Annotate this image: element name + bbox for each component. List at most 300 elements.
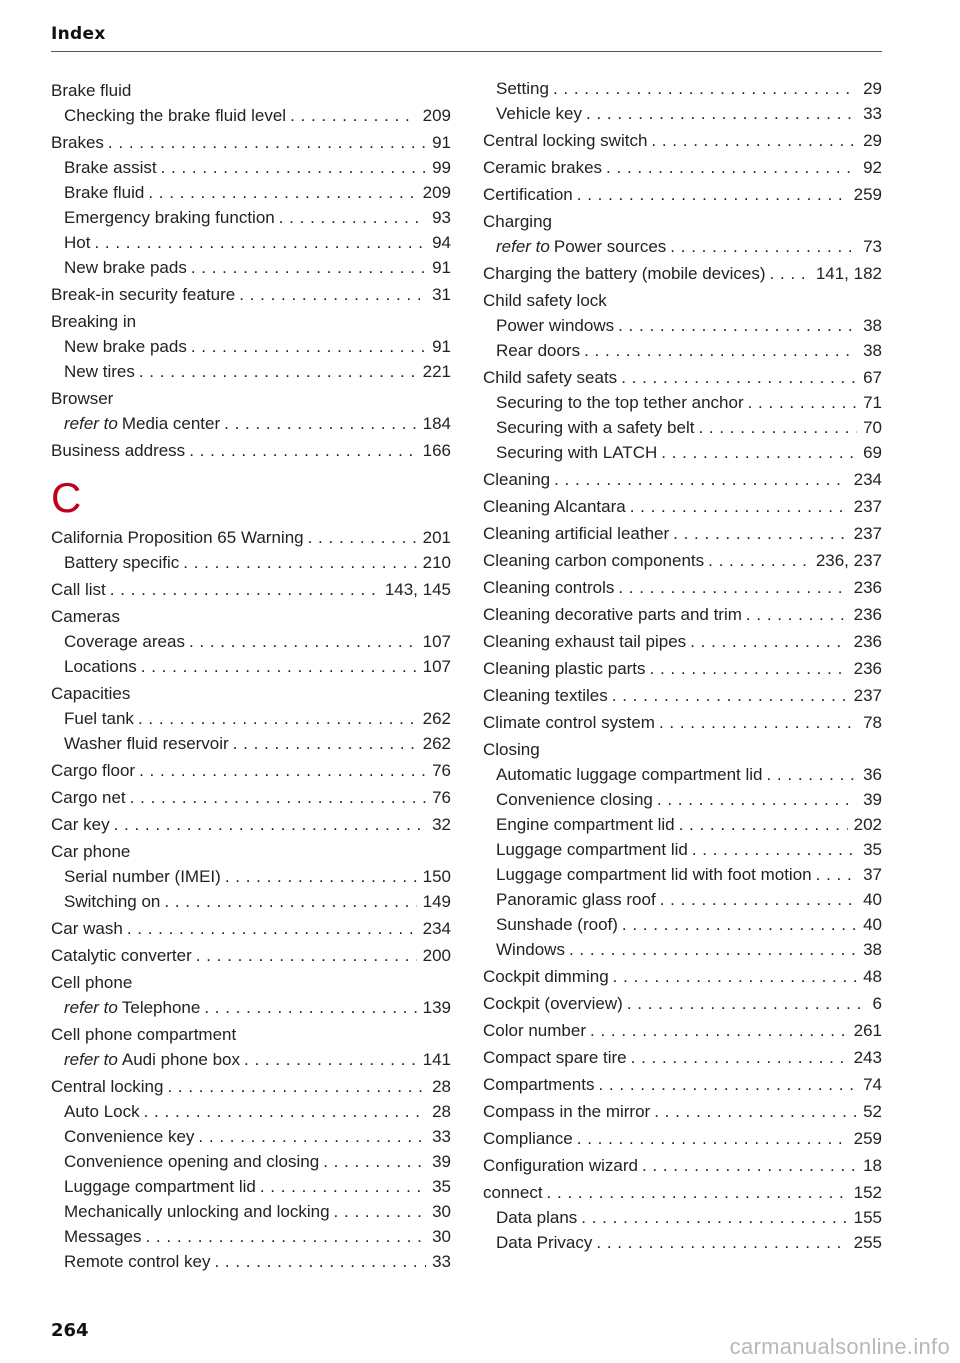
index-entry — [483, 365, 882, 390]
entry-text: Setting — [496, 79, 549, 98]
dot-leader — [183, 550, 416, 575]
dot-leader — [161, 155, 426, 180]
page-reference: 200 — [422, 946, 451, 965]
entry-label — [483, 494, 626, 519]
page-reference: 141 — [422, 1050, 451, 1069]
entry-label — [483, 1180, 543, 1205]
cross-reference: refer to — [64, 998, 118, 1017]
page-reference: 255 — [853, 1233, 882, 1252]
dot-leader — [204, 995, 416, 1020]
index-entry — [51, 1074, 451, 1099]
page-reference: 6 — [872, 994, 882, 1013]
entry-label — [64, 1199, 330, 1224]
dot-leader — [660, 887, 857, 912]
entry-text: New brake pads — [64, 337, 187, 356]
index-entry — [51, 525, 451, 550]
entry-text: Compact spare tire — [483, 1048, 627, 1067]
index-subentry — [51, 1099, 451, 1124]
index-entry — [483, 656, 882, 681]
index-entry — [51, 839, 451, 864]
index-entry — [483, 467, 882, 492]
index-subentry — [51, 731, 451, 756]
entry-label — [64, 180, 144, 205]
dot-leader — [233, 731, 417, 756]
entry-label — [51, 943, 192, 968]
entry-label — [483, 1045, 627, 1070]
index-subentry — [51, 180, 451, 205]
page-reference: 32 — [432, 815, 451, 834]
dot-leader — [650, 656, 848, 681]
entry-text: Telephone — [121, 998, 201, 1017]
index-subentry — [483, 912, 882, 937]
entry-label — [64, 155, 157, 180]
index-entry — [483, 494, 882, 519]
entry-text: Child safety seats — [483, 368, 618, 387]
entry-label — [496, 887, 656, 912]
entry-text: Washer fluid reservoir — [64, 734, 229, 753]
page-reference: 91 — [432, 133, 451, 152]
entry-text: Cleaning exhaust tail pipes — [483, 632, 687, 651]
index-subentry — [483, 787, 882, 812]
page-reference: 237 — [853, 686, 882, 705]
dot-leader — [323, 1149, 426, 1174]
index-subentry — [483, 390, 882, 415]
entry-text: Cell phone compartment — [51, 1025, 237, 1044]
entry-text: Color number — [483, 1021, 586, 1040]
index-subentry — [483, 101, 882, 126]
entry-label — [64, 629, 185, 654]
entry-label — [483, 964, 609, 989]
entry-label — [64, 1224, 141, 1249]
entry-text: Car phone — [51, 842, 131, 861]
entry-label — [51, 758, 135, 783]
index-entry — [483, 602, 882, 627]
entry-text: Emergency braking function — [64, 208, 275, 227]
dot-leader — [748, 390, 857, 415]
page-reference: 40 — [863, 915, 882, 934]
index-subentry — [51, 1174, 451, 1199]
dot-leader — [618, 313, 857, 338]
entry-label — [51, 681, 130, 706]
index-entry — [51, 943, 451, 968]
entry-text: Remote control key — [64, 1252, 211, 1271]
index-subentry — [51, 706, 451, 731]
page-reference: 36 — [863, 765, 882, 784]
page-reference: 202 — [853, 815, 882, 834]
page-reference: 259 — [853, 1129, 882, 1148]
entry-label — [483, 656, 646, 681]
page-reference: 237 — [853, 524, 882, 543]
dot-leader — [553, 76, 857, 101]
page-reference: 243 — [853, 1048, 882, 1067]
entry-label — [483, 602, 742, 627]
dot-leader — [606, 155, 857, 180]
entry-text: Panoramic glass roof — [496, 890, 656, 909]
entry-text: Cleaning artificial leather — [483, 524, 670, 543]
page-number: 264 — [51, 1320, 89, 1341]
entry-label — [496, 76, 549, 101]
entry-label — [51, 282, 235, 307]
index-entry — [483, 629, 882, 654]
entry-text: Child safety lock — [483, 291, 607, 310]
entry-label — [64, 411, 220, 436]
page-reference: 30 — [432, 1202, 451, 1221]
entry-label — [483, 209, 552, 234]
entry-text: Hot — [64, 233, 91, 252]
entry-label — [483, 575, 614, 600]
entry-text: Cargo floor — [51, 761, 136, 780]
index-entry — [483, 737, 882, 762]
index-subentry — [483, 812, 882, 837]
entry-text: Automatic luggage compartment lid — [496, 765, 763, 784]
entry-text: Call list — [51, 580, 106, 599]
dot-leader — [191, 334, 426, 359]
entry-text: Sunshade (roof) — [496, 915, 618, 934]
entry-label — [64, 550, 179, 575]
dot-leader — [661, 440, 857, 465]
dot-leader — [110, 577, 379, 602]
entry-text: Switching on — [64, 892, 161, 911]
dot-leader — [581, 1205, 847, 1230]
entry-text: California Proposition 65 Warning — [51, 528, 304, 547]
entry-label — [51, 785, 126, 810]
entry-label — [496, 862, 812, 887]
dot-leader — [690, 629, 847, 654]
entry-label — [51, 577, 106, 602]
entry-text: Central locking switch — [483, 131, 648, 150]
entry-label — [51, 525, 304, 550]
index-entry — [483, 964, 882, 989]
dot-leader — [189, 438, 416, 463]
dot-leader — [642, 1153, 857, 1178]
page-reference: 236, 237 — [815, 551, 882, 570]
entry-text: Media center — [121, 414, 221, 433]
dot-leader — [692, 837, 857, 862]
entry-text: Climate control system — [483, 713, 655, 732]
entry-text: Cleaning Alcantara — [483, 497, 626, 516]
page-reference: 236 — [853, 659, 882, 678]
page-reference: 94 — [432, 233, 451, 252]
dot-leader — [260, 1174, 426, 1199]
index-entry — [51, 282, 451, 307]
page-reference: 236 — [853, 578, 882, 597]
index-entry — [483, 548, 882, 573]
index-entry — [483, 521, 882, 546]
entry-text: Cleaning textiles — [483, 686, 608, 705]
entry-label — [64, 1124, 194, 1149]
index-subentry — [51, 550, 451, 575]
entry-text: Convenience key — [64, 1127, 195, 1146]
entry-text: Cleaning carbon components — [483, 551, 705, 570]
index-subentry — [483, 762, 882, 787]
entry-label — [64, 1149, 319, 1174]
dot-leader — [138, 706, 417, 731]
dot-leader — [679, 812, 848, 837]
entry-text: Car wash — [51, 919, 123, 938]
page-reference: 39 — [863, 790, 882, 809]
dot-leader — [108, 130, 426, 155]
index-subentry — [483, 887, 882, 912]
entry-label — [64, 1047, 240, 1072]
entry-text: Compliance — [483, 1129, 573, 1148]
watermark: carmanualsonline.info — [729, 1334, 950, 1359]
page-reference: 149 — [422, 892, 451, 911]
page-reference: 93 — [432, 208, 451, 227]
page-reference: 76 — [432, 761, 451, 780]
entry-label — [51, 78, 131, 103]
entry-text: Convenience closing — [496, 790, 653, 809]
dot-leader — [630, 494, 848, 519]
entry-text: Engine compartment lid — [496, 815, 675, 834]
dot-leader — [279, 205, 426, 230]
entry-text: Windows — [496, 940, 565, 959]
page-reference: 76 — [432, 788, 451, 807]
dot-leader — [139, 359, 417, 384]
index-subentry — [51, 103, 451, 128]
page-reference: 29 — [863, 131, 882, 150]
cross-reference: refer to — [64, 414, 118, 433]
entry-label — [483, 710, 655, 735]
page-reference: 38 — [863, 316, 882, 335]
entry-label — [496, 937, 565, 962]
index-column-left — [51, 76, 451, 1274]
dot-leader — [225, 864, 417, 889]
entry-text: Luggage compartment lid — [496, 840, 688, 859]
dot-leader — [627, 991, 867, 1016]
entry-text: Power windows — [496, 316, 615, 335]
entry-text: connect — [483, 1183, 543, 1202]
page-reference: 210 — [422, 553, 451, 572]
dot-leader — [621, 365, 857, 390]
page-reference: 28 — [432, 1077, 451, 1096]
dot-leader — [596, 1230, 847, 1255]
dot-leader — [334, 1199, 427, 1224]
entry-label — [496, 313, 614, 338]
entry-text: Business address — [51, 441, 186, 460]
entry-text: Compass in the mirror — [483, 1102, 651, 1121]
page-reference: 33 — [432, 1127, 451, 1146]
entry-label — [51, 438, 185, 463]
entry-label — [51, 309, 136, 334]
index-subentry — [51, 230, 451, 255]
entry-label — [483, 1018, 586, 1043]
dot-leader — [708, 548, 810, 573]
entry-text: New tires — [64, 362, 135, 381]
page-reference: 70 — [863, 418, 882, 437]
dot-leader — [141, 654, 417, 679]
entry-text: Compartments — [483, 1075, 595, 1094]
entry-text: Cargo net — [51, 788, 126, 807]
dot-leader — [191, 255, 426, 280]
entry-label — [51, 1074, 163, 1099]
dot-leader — [127, 916, 417, 941]
page-reference: 38 — [863, 341, 882, 360]
entry-label — [64, 205, 275, 230]
index-entry — [51, 604, 451, 629]
entry-text: Messages — [64, 1227, 142, 1246]
page-reference: 71 — [863, 393, 882, 412]
page-reference: 209 — [422, 106, 451, 125]
index-entry — [51, 812, 451, 837]
page-reference: 107 — [422, 632, 451, 651]
page-reference: 30 — [432, 1227, 451, 1246]
index-entry — [483, 991, 882, 1016]
page-reference: 262 — [422, 734, 451, 753]
index-entry — [483, 209, 882, 234]
entry-text: Convenience opening and closing — [64, 1152, 320, 1171]
index-subentry — [51, 1249, 451, 1274]
entry-label — [496, 762, 762, 787]
entry-label — [51, 839, 130, 864]
index-entry — [483, 128, 882, 153]
entry-text: Capacities — [51, 684, 131, 703]
entry-label — [496, 1205, 577, 1230]
index-subentry — [51, 1149, 451, 1174]
index-subentry — [51, 1124, 451, 1149]
dot-leader — [569, 937, 857, 962]
dot-leader — [577, 182, 848, 207]
entry-label — [496, 440, 657, 465]
entry-label — [483, 548, 704, 573]
page-reference: 259 — [853, 185, 882, 204]
entry-label — [51, 812, 110, 837]
index-entry — [483, 683, 882, 708]
dot-leader — [196, 943, 417, 968]
page-reference: 35 — [863, 840, 882, 859]
entry-label — [51, 970, 132, 995]
index-entry — [483, 575, 882, 600]
entry-text: Catalytic converter — [51, 946, 192, 965]
dot-leader — [586, 101, 857, 126]
entry-label — [483, 128, 647, 153]
entry-label — [483, 737, 540, 762]
entry-label — [483, 991, 623, 1016]
entry-label — [64, 706, 134, 731]
entry-text: Vehicle key — [496, 104, 582, 123]
index-entry — [51, 758, 451, 783]
entry-text: Luggage compartment lid — [64, 1177, 256, 1196]
entry-text: Mechanically unlocking and locking — [64, 1202, 330, 1221]
entry-text: Certification — [483, 185, 573, 204]
page-reference: 236 — [853, 605, 882, 624]
entry-text: Securing with LATCH — [496, 443, 658, 462]
entry-text: Brake fluid — [51, 81, 132, 100]
entry-text: Brake fluid — [64, 183, 145, 202]
page-reference: 152 — [853, 1183, 882, 1202]
entry-label — [483, 365, 617, 390]
entry-label — [483, 288, 607, 313]
page-reference: 29 — [863, 79, 882, 98]
index-subentry — [483, 1230, 882, 1255]
entry-text: Coverage areas — [64, 632, 185, 651]
entry-label — [496, 912, 618, 937]
page-reference: 48 — [863, 967, 882, 986]
index-entry — [51, 970, 451, 995]
entry-text: Closing — [483, 740, 540, 759]
page-reference: 39 — [432, 1152, 451, 1171]
dot-leader — [114, 812, 427, 837]
dot-leader — [613, 964, 857, 989]
index-subentry — [483, 76, 882, 101]
page-reference: 234 — [853, 470, 882, 489]
index-entry — [483, 155, 882, 180]
entry-label — [496, 837, 688, 862]
entry-label — [64, 230, 90, 255]
dot-leader — [308, 525, 417, 550]
index-entry — [51, 78, 451, 103]
dot-leader — [145, 1224, 426, 1249]
entry-label — [496, 812, 675, 837]
entry-label — [483, 521, 669, 546]
index-entry — [483, 1072, 882, 1097]
page-reference: 262 — [422, 709, 451, 728]
page-reference: 40 — [863, 890, 882, 909]
index-subentry — [483, 415, 882, 440]
index-subentry — [51, 889, 451, 914]
index-entry — [51, 1022, 451, 1047]
entry-text: Data Privacy — [496, 1233, 593, 1252]
index-entry — [51, 309, 451, 334]
dot-leader — [659, 710, 857, 735]
entry-label — [64, 1099, 140, 1124]
index-entry — [51, 577, 451, 602]
dot-leader — [770, 261, 810, 286]
dot-leader — [577, 1126, 848, 1151]
index-subentry — [51, 334, 451, 359]
index-entry — [483, 1018, 882, 1043]
entry-text: Data plans — [496, 1208, 578, 1227]
entry-text: Locations — [64, 657, 137, 676]
index-subentry — [483, 937, 882, 962]
index-column-right — [483, 76, 882, 1255]
entry-text: Rear doors — [496, 341, 581, 360]
entry-text: Cockpit dimming — [483, 967, 609, 986]
entry-text: Central locking — [51, 1077, 164, 1096]
entry-label — [483, 1126, 573, 1151]
index-subentry — [51, 155, 451, 180]
cross-reference: refer to — [64, 1050, 118, 1069]
dot-leader — [244, 1047, 417, 1072]
page-reference: 37 — [863, 865, 882, 884]
dot-leader — [189, 629, 417, 654]
index-entry — [483, 1099, 882, 1124]
entry-text: Securing with a safety belt — [496, 418, 695, 437]
entry-label — [483, 261, 766, 286]
page-reference: 28 — [432, 1102, 451, 1121]
index-entry — [51, 386, 451, 411]
entry-text: Cleaning — [483, 470, 551, 489]
entry-text: Brake assist — [64, 158, 157, 177]
page-reference: 69 — [863, 443, 882, 462]
index-subentry — [51, 654, 451, 679]
entry-label — [64, 995, 200, 1020]
page-reference: 143, 145 — [384, 580, 451, 599]
entry-text: Battery specific — [64, 553, 180, 572]
entry-label — [64, 731, 229, 756]
index-subentry — [51, 995, 451, 1020]
entry-label — [483, 683, 608, 708]
dot-leader — [224, 411, 416, 436]
entry-label — [64, 1174, 256, 1199]
dot-leader — [198, 1124, 426, 1149]
entry-label — [483, 629, 686, 654]
page-reference: 166 — [422, 441, 451, 460]
cross-reference: refer to — [496, 237, 550, 256]
index-subentry — [51, 864, 451, 889]
entry-label — [483, 182, 573, 207]
entry-label — [483, 1153, 638, 1178]
page-reference: 73 — [863, 237, 882, 256]
